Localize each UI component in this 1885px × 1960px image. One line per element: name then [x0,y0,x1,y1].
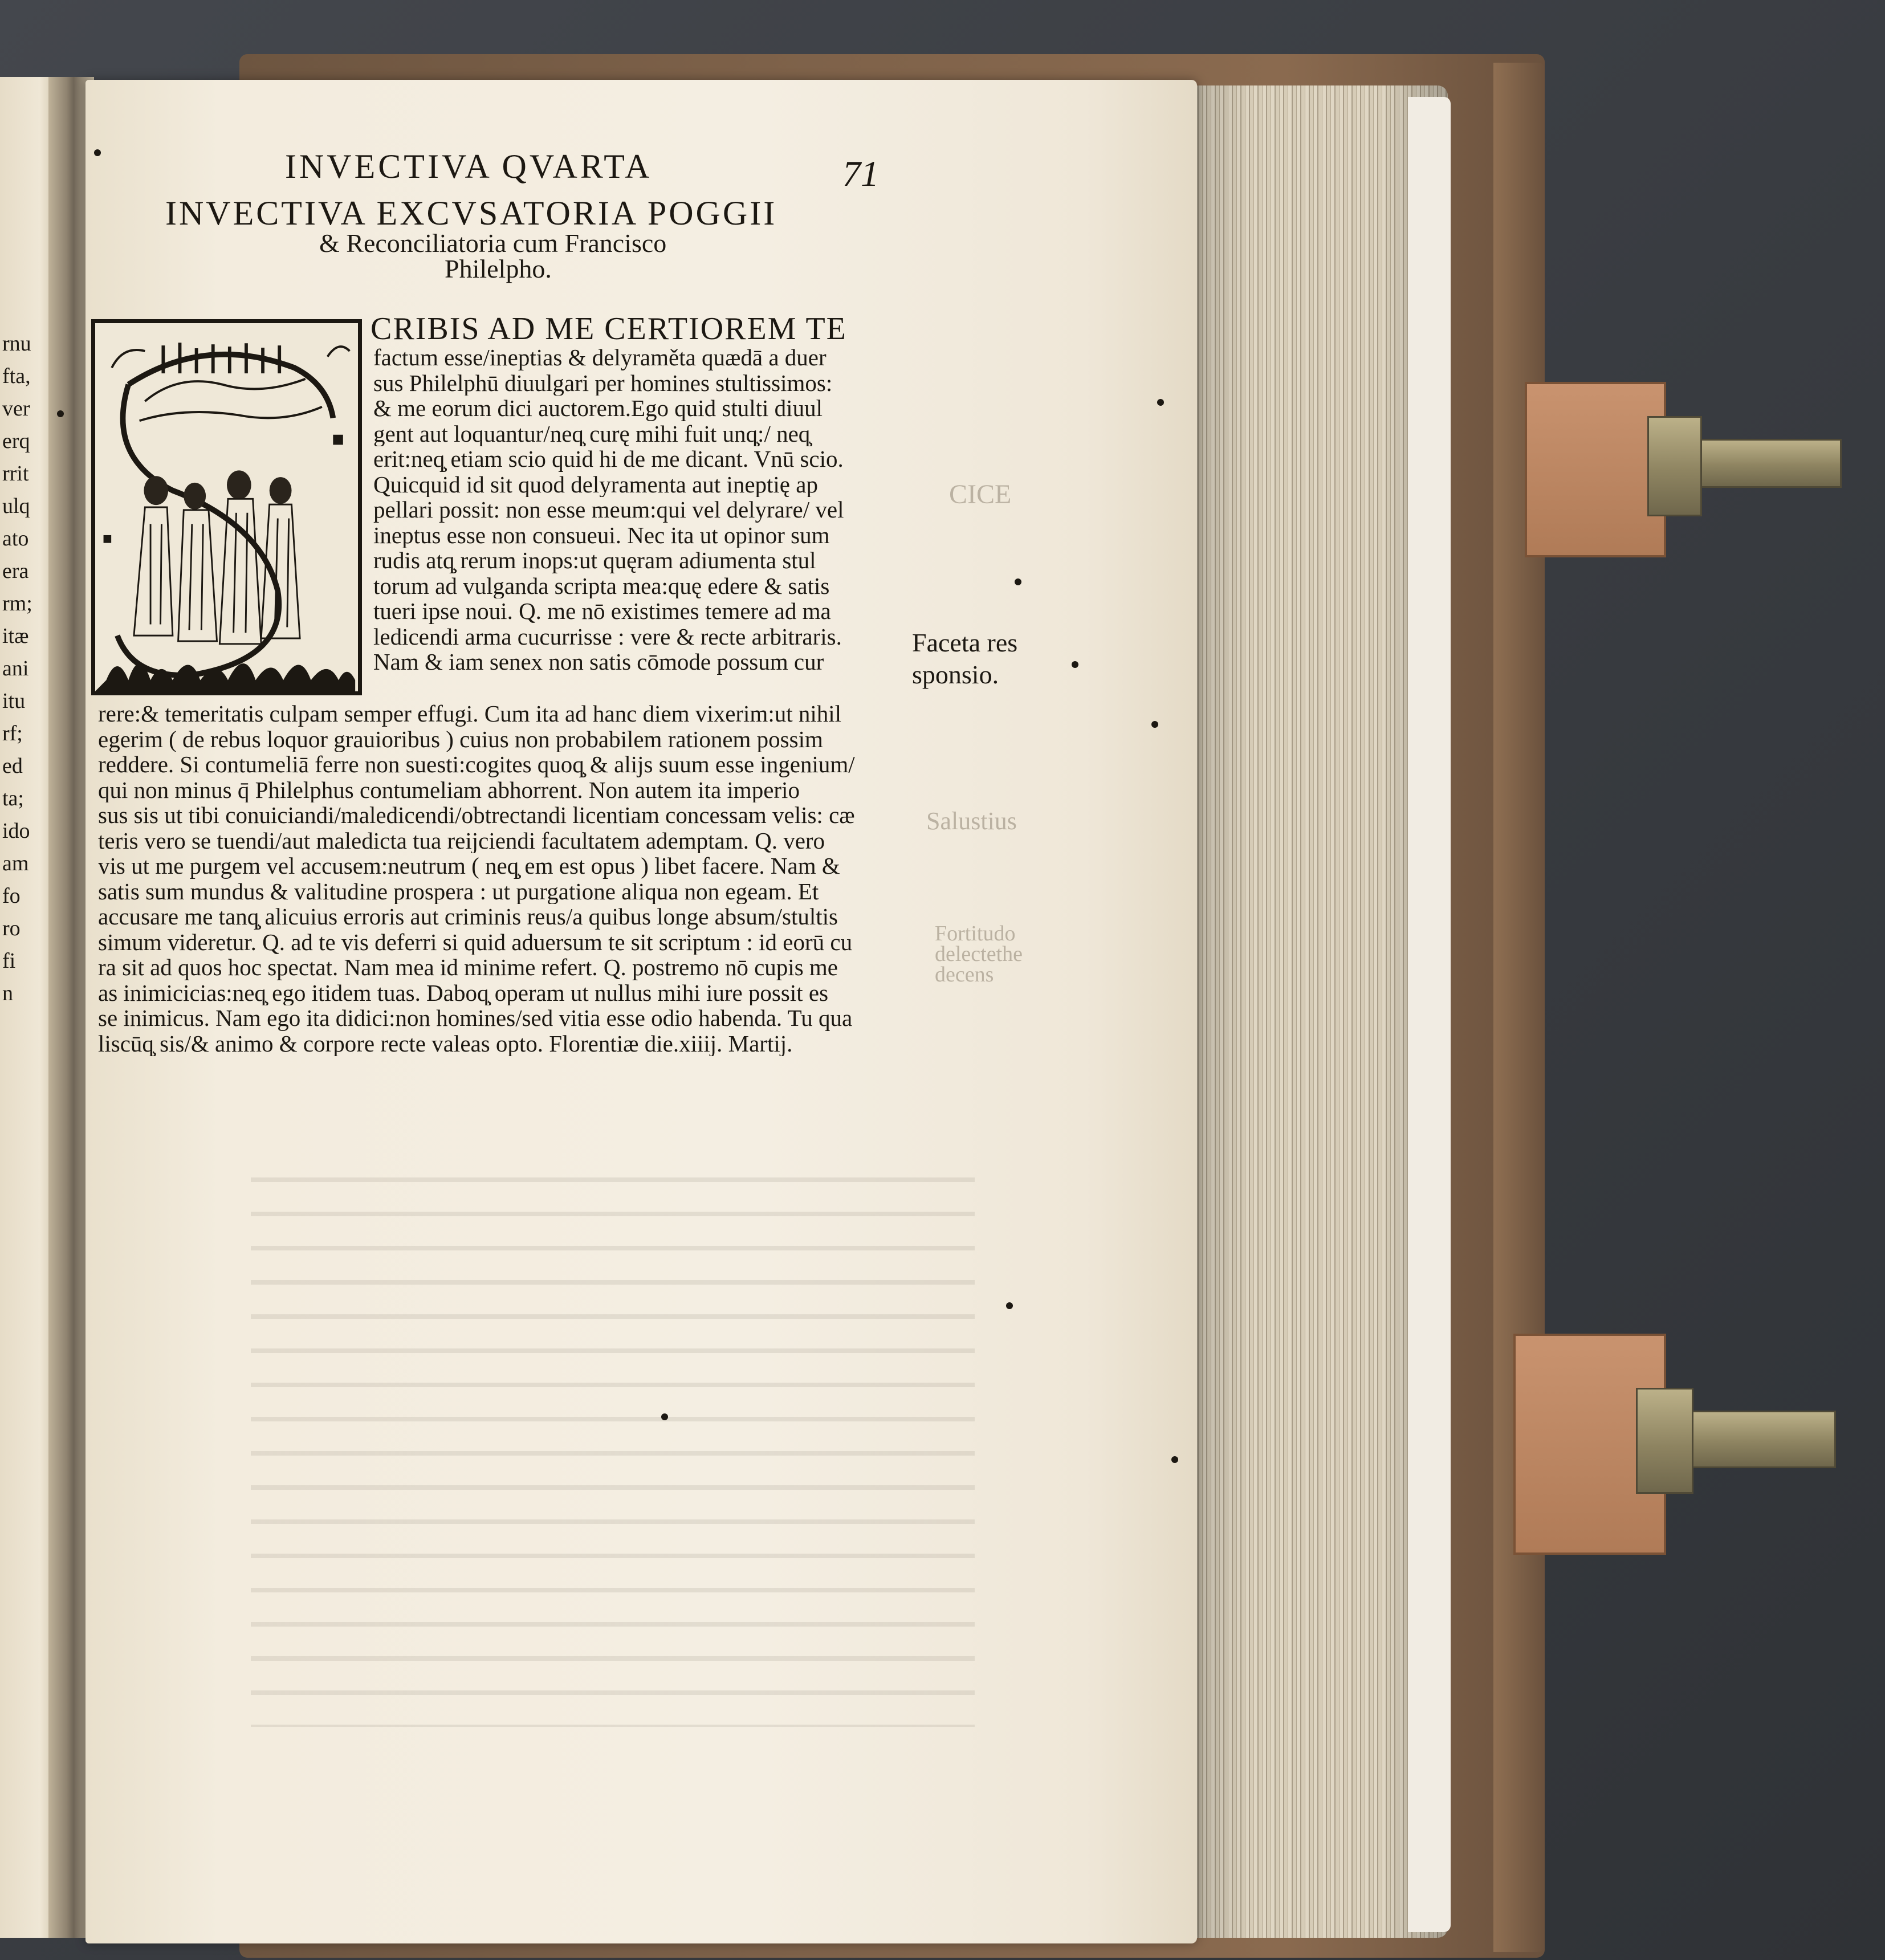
marginal-note [912,627,1017,691]
text-line: & me eorum dici auctorem.Ego quid stulti diuul [373,396,823,421]
marginal-note-line: Faceta res [912,628,1018,657]
folio-number: 71 [842,153,879,194]
show-through-marginalia: Salustius [926,807,1017,835]
text-line: factum esse/ineptias & delyraměta quædā a duer [373,345,827,370]
text-line: liscūq̧ sis/& animo & corpore recte valeas opto. Florentiæ die.xiiij. Martij. [98,1030,793,1056]
clasp-catch-plate [1647,416,1702,516]
opening-line: CRIBIS AD ME CERTIOREM TE [371,311,847,347]
text-line: ra sit ad quos hoc spectat. Nam mea id minime refert. Q. postremo nō cupis me [98,955,838,980]
ink-speck [94,149,101,156]
ink-speck [1072,661,1078,668]
text-line: torum ad vulganda scripta mea:quę edere & satis [373,573,830,598]
book-cover-edge [1493,63,1545,1952]
ink-speck [1006,1302,1013,1309]
section-subtitle: & Reconciliatoria cum Francisco [319,229,667,258]
clasp-strap [1525,382,1666,557]
text-line: ineptus esse non consueui. Nec ita ut opinor sum [373,522,830,548]
text-line: rudis atq̧ rerum inops:ut quęram adiumenta stul [373,548,816,573]
ink-speck [57,410,64,417]
ink-speck [1171,1456,1178,1463]
ink-speck [1015,578,1021,585]
text-line: erit:neq̧ etiam scio quid hi de me dicant. Vnū scio. [373,446,844,472]
text-line: ledicendi arma cucurrisse : vere & recte arbitraris. [373,624,842,649]
show-through-text [251,1157,975,1727]
text-line: sus Philelphū diuulgari per homines stultissimos: [373,370,833,396]
text-line: reddere. Si contumeliā ferre non suesti:cogites quoq̧ & alijs suum esse ingenium/ [98,752,855,777]
ink-speck [1151,721,1158,728]
woodcut-illustration [95,323,358,691]
text-line: satis sum mundus & valitudine prospera : ut purgatione aliqua non egeam. Et [98,878,819,904]
text-line: as inimicicias:neq̧ ego itidem tuas. Daboq̧ operam ut nullus mihi iure possit es [98,980,829,1005]
show-through-marginalia: Fortitudo delectethe decens [935,922,1023,987]
text-line: qui non minus q̄ Philelphus contumeliam abhorrent. Non autem ita imperio [98,777,800,802]
ink-speck [1157,399,1164,406]
text-line: egerim ( de rebus loquor grauioribus ) cuius non probabilem rationem possim [98,726,823,752]
text-line: tueri ipse noui. Q. me nō existimes temere ad ma [373,598,831,624]
verso-text-fragments: rnu fta, ver erq rrit ulq ato era rm; itæ ani itu rf; ed ta; ido am fo ro fi n [2,332,32,1005]
text-line: se inimicus. Nam ego ita didici:non homines/sed vitia esse odio habenda. Tu qua [98,1005,853,1031]
text-line: rere:& temeritatis culpam semper effugi. Cum ita ad hanc diem vixerim:ut nihil [98,701,842,727]
show-through-marginalia: CICE [949,479,1012,510]
text-beside-initial [373,345,921,675]
text-line: pellari possit: non esse meum:qui vel delyrare/ vel [373,497,844,523]
text-line: Quicquid id sit quod delyramenta aut ineptię ap [373,471,818,497]
body-text-full-width [98,701,922,1056]
clasp-lower[interactable] [1513,1334,1844,1550]
section-title: INVECTIVA EXCVSATORIA POGGII [165,194,777,232]
text-line: teris vero se tuendi/aut maledicta tua reijciendi facultatem ademptam. Q. vero [98,828,825,853]
running-head: INVECTIVA QVARTA [285,148,653,185]
clasp-upper[interactable] [1525,382,1855,553]
woodcut-initial-s [91,319,362,695]
endpaper-edge [1408,97,1451,1932]
text-line: accusare me tanq̧ alicuius erroris aut criminis reus/a quibus longe absum/stultis [98,904,838,930]
marginal-note-line: sponsio. [912,660,999,689]
text-line: vis ut me purgem vel accusem:neutrum ( neq̧ em est opus ) libet facere. Nam & [98,853,840,879]
text-line: Nam & iam senex non satis cōmode possum cur [373,649,824,675]
text-line: gent aut loquantur/neq̧ curę mihi fuit unq̧:/ neq̧ [373,421,811,446]
text-line: sus sis ut tibi conuiciandi/maledicendi/obtrectandi licentiam concessam velis: cæ [98,802,855,828]
text-line: simum videretur. Q. ad te vis deferri si quid aduersum te sit scriptum : id eorū cu [98,929,853,955]
section-subtitle-continued: Philelpho. [445,254,552,283]
clasp-catch-plate [1636,1388,1693,1494]
ink-speck [661,1413,668,1420]
